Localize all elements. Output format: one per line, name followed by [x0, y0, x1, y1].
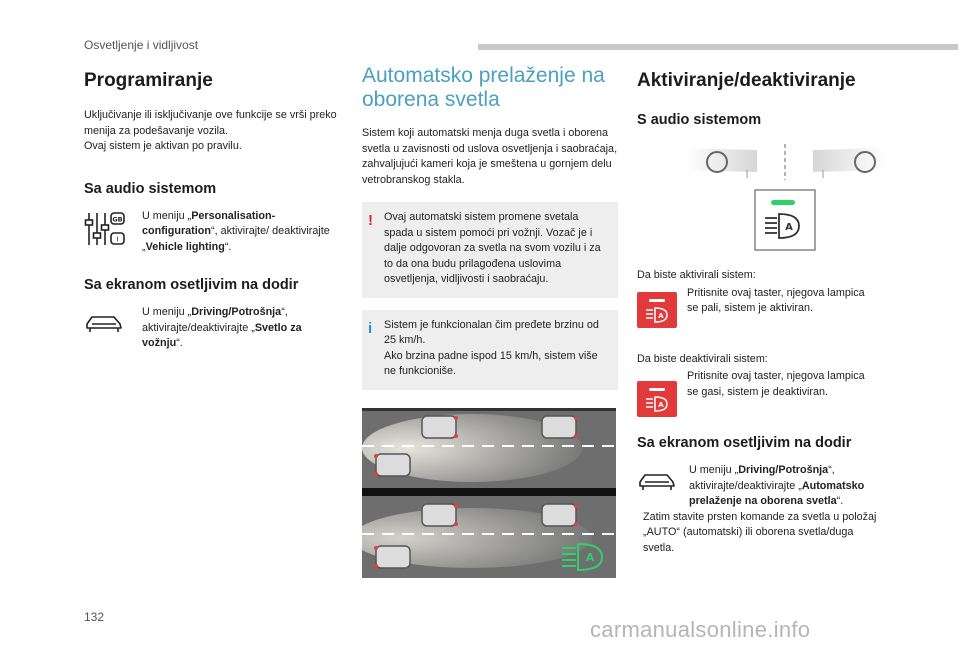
- touch-screen-text: [689, 463, 879, 510]
- car-icon: [84, 305, 126, 343]
- text-fragment: “.: [176, 337, 183, 349]
- text-fragment: “, aktivirajte/deaktivirajte „: [689, 464, 835, 492]
- text-fragment: “.: [836, 495, 844, 507]
- menu-item: Vehicle lighting: [145, 240, 225, 253]
- lamp-indicator: [649, 299, 665, 302]
- watermark: carmanualsonline.info: [590, 617, 811, 642]
- programming-intro: [84, 108, 344, 155]
- text-fragment: “, aktivirajte/ deaktivirajte „: [142, 225, 330, 253]
- text-fragment: “.: [224, 240, 232, 253]
- final-step-text: Zatim stavite prsten komande za svetla u položaj „AUTO“ (automatski) ili oborena svetla/duga svetla.: [643, 510, 877, 554]
- activate-label: Da biste aktivirali sistem:: [637, 269, 756, 281]
- settings-sliders-icon: [84, 209, 126, 249]
- warning-icon: !: [368, 212, 373, 229]
- lamp-indicator: [649, 388, 665, 391]
- deactivate-text: Pritisnite ovaj taster, njegova lampica se gasi, sistem je deaktiviran.: [687, 370, 865, 398]
- activate-step: [637, 286, 887, 328]
- warning-text: Ovaj automatski sistem promene svetala spada u sistem pomoći pri vožnji. Vozač je i dalje odgovoran za svetla na svom vozilu i za to da ona budu prilagođena uslovima osvetljenja, vidljivosti i saobraćaju.: [384, 211, 601, 285]
- svg-text:A: A: [585, 550, 595, 564]
- programming-title: Programiranje: [84, 70, 213, 91]
- audio-instruction: [84, 209, 344, 256]
- svg-text:A: A: [658, 311, 664, 320]
- audio-heading: Sa audio sistemom: [84, 180, 217, 197]
- svg-text:I: I: [116, 235, 119, 243]
- activate-text: Pritisnite ovaj taster, njegova lampica se pali, sistem je aktiviran.: [687, 286, 865, 314]
- auto-dipped-title: Automatsko prelaženje na oborena svetla: [362, 64, 605, 111]
- column-programming: [84, 64, 344, 352]
- svg-text:A: A: [785, 222, 793, 233]
- text-fragment: U meniju „: [142, 209, 192, 222]
- intro-text-1: Uključivanje ili isključivanje ove funkcije se vrši preko menija za podešavanje vozila.: [84, 109, 337, 137]
- menu-item: Automatsko prelaženje na oborena svetla: [689, 479, 865, 507]
- svg-text:GB: GB: [112, 215, 123, 223]
- menu-name: Driving/Potrošnja: [738, 464, 829, 476]
- audio-system-heading: S audio sistemom: [637, 112, 762, 128]
- touch-instruction: [84, 305, 344, 352]
- touch-screen-heading: Sa ekranom osetljivim na dodir: [637, 435, 852, 451]
- dashboard-illustration: [685, 140, 885, 262]
- svg-text:A: A: [658, 401, 664, 409]
- car-icon: [637, 463, 679, 501]
- info-text-2: Ako brzina padne ispod 15 km/h, sistem više ne funkcioniše.: [384, 349, 598, 377]
- section-header: Osvetljenje i vidljivost: [84, 38, 199, 52]
- column-auto-dipped: [362, 64, 618, 578]
- info-text-1: Sistem je funkcionalan čim pređete brzinu od 25 km/h.: [384, 318, 599, 346]
- info-icon: i: [368, 319, 373, 337]
- activation-title: Aktiviranje/deaktiviranje: [637, 70, 856, 91]
- road-illustration: [362, 408, 616, 578]
- info-text: [384, 318, 608, 380]
- final-step: [637, 510, 887, 557]
- touch-instruction-text: [136, 305, 344, 352]
- menu-item: Svetlo za vožnju: [142, 321, 302, 349]
- warning-box: [362, 202, 618, 298]
- text-fragment: U meniju „: [142, 306, 192, 318]
- auto-headlamp-icon: [646, 396, 668, 412]
- text-fragment: “, aktivirajte/deaktivirajte „: [142, 306, 288, 334]
- deactivate-label: Da biste deaktivirali sistem:: [637, 352, 768, 365]
- auto-headlamp-button-off[interactable]: [637, 381, 677, 417]
- page-number: 132: [84, 610, 105, 624]
- auto-dipped-intro: Sistem koji automatski menja duga svetla i oborena svetla u zavisnosti od uslova osvetljenja i saobraćaja, zahvaljujući kameri koja je smeštena u gornjem delu vetrobranskog stakla.: [362, 127, 618, 186]
- text-fragment: U meniju „: [689, 464, 739, 476]
- column-activation: [637, 64, 887, 556]
- auto-headlamp-icon: [646, 307, 668, 323]
- touch-heading: Sa ekranom osetljivim na dodir: [84, 277, 299, 293]
- menu-name: Personalisation-configuration: [142, 209, 276, 237]
- auto-headlamp-button-on[interactable]: [637, 292, 677, 328]
- touch-screen-instruction: [637, 463, 887, 510]
- info-box: [362, 310, 618, 390]
- header-bar: [478, 44, 958, 50]
- audio-instruction-text: [136, 209, 344, 256]
- menu-name: Driving/Potrošnja: [191, 306, 282, 318]
- deactivate-step: [637, 370, 887, 417]
- intro-text-2: Ovaj sistem je aktivan po pravilu.: [84, 140, 242, 152]
